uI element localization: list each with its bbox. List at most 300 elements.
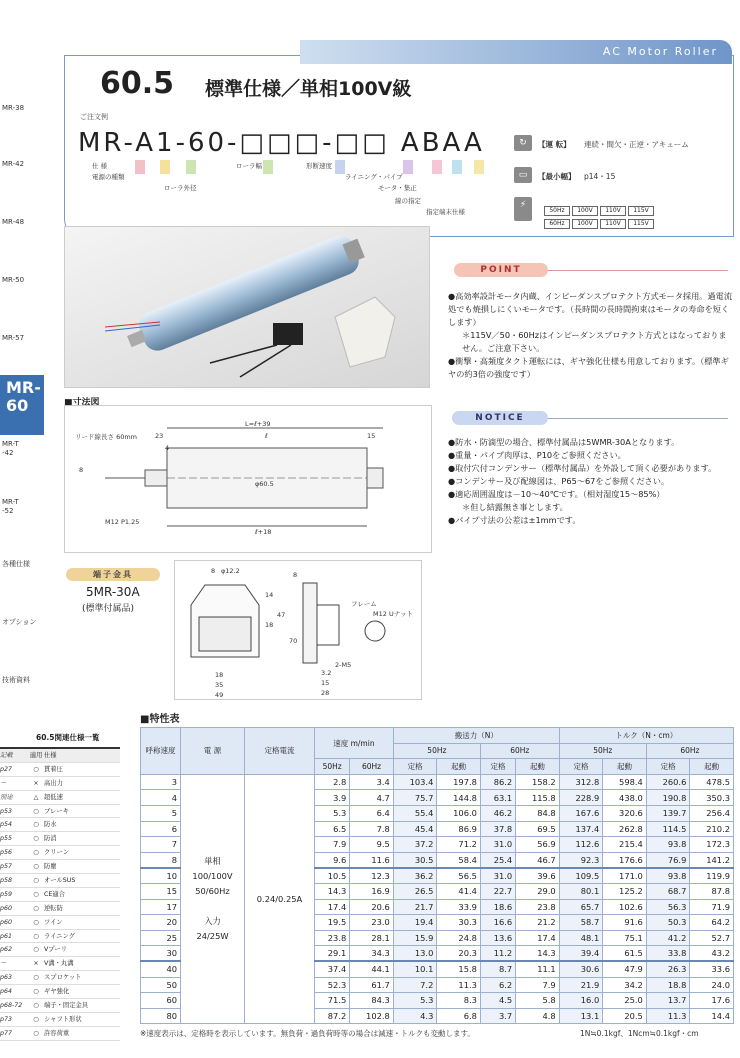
volt-cell: 100V: [572, 206, 598, 216]
tab-mrt52[interactable]: MR-T -52: [2, 498, 19, 515]
value-cell: 41.2: [646, 930, 690, 946]
speed-code-cell: 20: [141, 915, 181, 931]
value-cell: 10.1: [393, 961, 437, 977]
value-cell: 15.9: [393, 930, 437, 946]
value-cell: 93.8: [646, 868, 690, 884]
row-apply: ×: [33, 960, 39, 968]
col-page: 記載: [0, 752, 13, 759]
value-cell: 478.5: [690, 774, 734, 790]
value-cell: 14.3: [516, 946, 560, 962]
power-line: 50/60Hz: [195, 886, 230, 897]
power-line: 入力: [204, 916, 221, 927]
speed-code-cell: 5: [141, 805, 181, 821]
notice-item: ●防水・防滴型の場合、標準付属品は5WMR-30Aとなります。: [448, 437, 680, 447]
value-cell: 11.2: [480, 946, 515, 962]
row-spec: 端子・固定金具: [44, 1002, 89, 1010]
related-spec-row: [0, 971, 120, 985]
value-cell: 119.9: [690, 868, 734, 884]
related-spec-row: [0, 832, 120, 846]
value-cell: 15.8: [437, 961, 481, 977]
row-apply: ○: [33, 821, 39, 829]
value-cell: 43.2: [690, 946, 734, 962]
series-number: 60.5: [100, 66, 175, 101]
value-cell: 102.6: [603, 899, 647, 915]
row-apply: ×: [33, 779, 39, 787]
power-cell: [181, 774, 245, 1024]
value-cell: 30.5: [393, 852, 437, 868]
color-bar: [135, 160, 145, 174]
th-force-50: 50Hz: [393, 743, 480, 759]
speed-code-cell: 6: [141, 821, 181, 837]
term-dim: 28: [321, 689, 330, 697]
value-cell: 56.3: [646, 899, 690, 915]
notice-rule: [548, 418, 728, 419]
th-speed: 速度 m/min: [315, 728, 394, 759]
value-cell: 5.8: [516, 993, 560, 1009]
value-cell: 125.2: [603, 883, 647, 899]
row-spec: ブレーキ: [44, 807, 69, 815]
point-label: POINT: [454, 263, 548, 277]
value-cell: 4.5: [480, 993, 515, 1009]
speed-code-cell: 15: [141, 883, 181, 899]
value-cell: 11.1: [516, 961, 560, 977]
power-line: 24/25W: [196, 931, 229, 942]
value-cell: 25.4: [480, 852, 515, 868]
related-spec-row: [0, 777, 120, 791]
notice-item: ●パイプ寸法の公差は±1mmです。: [448, 515, 581, 525]
terminal-label: 端子金具: [66, 568, 160, 581]
row-spec: スプロケット: [44, 974, 82, 982]
value-cell: 23.8: [315, 930, 350, 946]
power-line: 100/100V: [192, 871, 233, 882]
tab-mr38[interactable]: MR-38: [2, 104, 25, 112]
value-cell: 137.4: [559, 821, 603, 837]
value-cell: 84.3: [350, 993, 394, 1009]
value-cell: 7.9: [516, 977, 560, 993]
notice-label: NOTICE: [452, 411, 548, 425]
row-spec: ギヤ強化: [44, 988, 70, 996]
value-cell: 91.6: [603, 915, 647, 931]
value-cell: 320.6: [603, 805, 647, 821]
value-cell: 28.1: [350, 930, 394, 946]
terminal-name: 5MR-30A: [86, 585, 140, 599]
row-spec: 防消: [44, 835, 57, 843]
value-cell: 102.8: [350, 1008, 394, 1024]
th-start: 起動: [690, 759, 734, 775]
dim-L: L=ℓ+39: [245, 420, 271, 428]
table-footnote: ※速度表示は、定格時を表示しています。無負荷・過負荷時等の場合は減速・トルクも変動します。: [140, 1029, 475, 1038]
value-cell: 80.1: [559, 883, 603, 899]
freq-cell: 50Hz: [544, 206, 570, 216]
value-cell: 61.5: [603, 946, 647, 962]
value-cell: 197.8: [437, 774, 481, 790]
characteristics-body: [141, 774, 734, 1024]
th-start: 起動: [437, 759, 481, 775]
term-d: φ12.2: [221, 567, 240, 575]
color-bar: [403, 160, 413, 174]
value-cell: 2.8: [315, 774, 350, 790]
value-cell: 24.0: [690, 977, 734, 993]
th-torque-50: 50Hz: [559, 743, 646, 759]
related-spec-header: [0, 749, 120, 763]
value-cell: 71.9: [690, 899, 734, 915]
row-apply: △: [33, 793, 39, 801]
value-cell: 93.8: [646, 837, 690, 853]
value-cell: 16.6: [480, 915, 515, 931]
value-cell: 33.8: [646, 946, 690, 962]
terminal-drawing: [174, 560, 422, 700]
value-cell: 256.4: [690, 805, 734, 821]
value-cell: 3.7: [480, 1008, 515, 1024]
value-cell: 76.9: [646, 852, 690, 868]
th-start: 起動: [516, 759, 560, 775]
width-icon: ▭: [514, 167, 532, 183]
dimension-drawing: [64, 405, 432, 553]
row-page: p54: [0, 821, 13, 829]
order-code: MR-A1-60-□□□-□□ ABAA: [78, 128, 485, 158]
row-apply: ○: [33, 932, 39, 940]
th-torque-60: 60Hz: [646, 743, 733, 759]
row-page: p60: [0, 918, 13, 926]
value-cell: 18.6: [480, 899, 515, 915]
row-spec: シャフト形状: [44, 1015, 82, 1023]
row-spec: CE適合: [44, 890, 65, 898]
value-cell: 26.3: [646, 961, 690, 977]
row-apply: ○: [33, 1002, 39, 1010]
value-cell: 64.2: [690, 915, 734, 931]
row-page: p56: [0, 849, 13, 857]
value-cell: 24.8: [437, 930, 481, 946]
row-page: p63: [0, 974, 13, 982]
speed-code-cell: 60: [141, 993, 181, 1009]
value-cell: 5.3: [393, 993, 437, 1009]
voltage-row-60: [544, 210, 656, 229]
row-spec: オールSUS: [44, 877, 76, 885]
term-dim: 15: [321, 679, 330, 687]
value-cell: 210.2: [690, 821, 734, 837]
row-apply: ○: [33, 849, 39, 857]
value-cell: 48.1: [559, 930, 603, 946]
value-cell: 3.9: [315, 790, 350, 806]
notice-item: ●重量・パイプ肉厚は、P10をご参照ください。: [448, 450, 626, 460]
value-cell: 23.0: [350, 915, 394, 931]
value-cell: 34.3: [350, 946, 394, 962]
th-force-60: 60Hz: [480, 743, 559, 759]
row-page: p58: [0, 877, 13, 885]
value-cell: 39.6: [516, 868, 560, 884]
value-cell: 6.2: [480, 977, 515, 993]
row-spec: 高出力: [44, 779, 63, 787]
annot-terminal: 指定端末仕様: [426, 208, 465, 216]
value-cell: 46.2: [480, 805, 515, 821]
value-cell: 37.4: [315, 961, 350, 977]
row-page: p53: [0, 807, 13, 815]
value-cell: 75.1: [603, 930, 647, 946]
dim-23: 23: [155, 432, 164, 440]
point-list: [448, 290, 734, 381]
row-spec: ライニング: [44, 932, 75, 940]
value-cell: 7.8: [350, 821, 394, 837]
power-line: 単相: [204, 856, 221, 867]
volt-cell: 115V: [628, 219, 654, 229]
related-spec-row: [0, 1027, 120, 1041]
min-width-value: p14・15: [584, 172, 616, 181]
value-cell: 58.7: [559, 915, 603, 931]
row-spec: クリーン: [44, 849, 70, 857]
annot-lining: ライニング・パイプ: [345, 173, 403, 181]
value-cell: 215.4: [603, 837, 647, 853]
dim-dia: φ60.5: [255, 480, 274, 488]
table-row: [141, 774, 734, 790]
tab-mr60-active[interactable]: MR- 60: [0, 375, 44, 435]
series-title: 標準仕様／単相100V級: [205, 78, 412, 100]
value-cell: 92.3: [559, 852, 603, 868]
value-cell: 65.7: [559, 899, 603, 915]
dim-lead: リード線長さ 60mm: [75, 433, 138, 441]
row-page: p68-72: [0, 1002, 23, 1010]
color-bar: [452, 160, 462, 174]
value-cell: 52.3: [315, 977, 350, 993]
term-m5: 2-M5: [335, 661, 352, 669]
color-bar: [160, 160, 170, 174]
color-bar: [474, 160, 484, 174]
value-cell: 20.6: [350, 899, 394, 915]
rotation-icon: ↻: [514, 135, 532, 151]
value-cell: 7.2: [393, 977, 437, 993]
tab-mr57[interactable]: MR-57: [2, 334, 25, 342]
th-rated: 定格: [480, 759, 515, 775]
value-cell: 103.4: [393, 774, 437, 790]
related-spec-row: [0, 791, 120, 805]
row-page: p57: [0, 863, 13, 871]
value-cell: 17.4: [516, 930, 560, 946]
row-page: p62: [0, 946, 13, 954]
value-cell: 171.0: [603, 868, 647, 884]
value-cell: 14.3: [315, 883, 350, 899]
value-cell: 115.8: [516, 790, 560, 806]
value-cell: 33.9: [437, 899, 481, 915]
term-frame: フレーム: [351, 600, 377, 608]
term-dim: 49: [215, 691, 224, 699]
notice-item: ●取付穴付コンデンサー（標準付属品）を外設して頂く必要があります。: [448, 463, 717, 473]
value-cell: 37.2: [393, 837, 437, 853]
value-cell: 71.2: [437, 837, 481, 853]
tab-options[interactable]: オプション: [2, 618, 37, 626]
dim-15: 15: [367, 432, 376, 440]
value-cell: 4.3: [393, 1008, 437, 1024]
value-cell: 34.2: [603, 977, 647, 993]
row-spec: 防塵: [44, 863, 57, 871]
row-apply: ○: [33, 988, 39, 996]
tab-mr50[interactable]: MR-50: [2, 276, 25, 284]
value-cell: 19.4: [393, 915, 437, 931]
row-apply: ○: [33, 904, 39, 912]
value-cell: 10.5: [315, 868, 350, 884]
value-cell: 11.6: [350, 852, 394, 868]
tab-specs[interactable]: 各種仕様: [2, 560, 30, 568]
current-cell: 0.24/0.25A: [245, 774, 315, 1024]
dim-l18: ℓ+18: [255, 528, 272, 536]
value-cell: 69.5: [516, 821, 560, 837]
speed-code-cell: 40: [141, 961, 181, 977]
point-item: ●高効率設計モータ内蔵、インピーダンスプロテクト方式モータ採用。過電流処でも焼損しにくいモータです。（長時間の長時間拘束はモータの寿命を短くします）: [448, 291, 733, 327]
value-cell: 30.6: [559, 961, 603, 977]
term-dim: 18: [265, 621, 274, 629]
value-cell: 20.3: [437, 946, 481, 962]
terminal-sub: (標準付属品): [82, 604, 135, 614]
row-apply: ○: [33, 1015, 39, 1023]
speed-code-cell: 3: [141, 774, 181, 790]
value-cell: 45.4: [393, 821, 437, 837]
row-page: p73: [0, 1015, 13, 1023]
value-cell: 7.9: [315, 837, 350, 853]
value-cell: 106.0: [437, 805, 481, 821]
notice-item: ＊但し結露無き事とします。: [462, 502, 568, 512]
value-cell: 75.7: [393, 790, 437, 806]
value-cell: 84.8: [516, 805, 560, 821]
tab-tech[interactable]: 技術資料: [2, 676, 30, 684]
related-spec-row: [0, 999, 120, 1013]
value-cell: 438.0: [603, 790, 647, 806]
related-spec-row: [0, 1013, 120, 1027]
unit-note: 1N≒0.1kgf、1Ncm≒0.1kgf・cm: [580, 1029, 699, 1038]
value-cell: 6.5: [315, 821, 350, 837]
row-spec: 超低速: [44, 793, 63, 801]
nut: [365, 621, 385, 641]
value-cell: 4.8: [516, 1008, 560, 1024]
related-spec-row: [0, 916, 120, 930]
value-cell: 29.1: [315, 946, 350, 962]
value-cell: 68.7: [646, 883, 690, 899]
related-spec-row: [0, 846, 120, 860]
speed-code-cell: 25: [141, 930, 181, 946]
power-line: [181, 899, 244, 914]
value-cell: 158.2: [516, 774, 560, 790]
value-cell: 9.6: [315, 852, 350, 868]
related-spec-row: [0, 888, 120, 902]
col-spec: 仕様: [44, 752, 57, 759]
row-spec: 逆転防: [44, 904, 63, 912]
freq-cell: 60Hz: [544, 219, 570, 229]
notice-item: ●適応周囲温度は－10～40℃です。（相対湿度15～85%）: [448, 489, 665, 499]
product-photo: [64, 226, 430, 388]
value-cell: 109.5: [559, 868, 603, 884]
term-dim: 18: [215, 671, 224, 679]
row-spec: V溝・丸溝: [44, 960, 74, 968]
speed-code-cell: 4: [141, 790, 181, 806]
row-spec: ツイン: [44, 918, 63, 926]
value-cell: 17.6: [690, 993, 734, 1009]
value-cell: 17.4: [315, 899, 350, 915]
value-cell: 47.9: [603, 961, 647, 977]
value-cell: 141.2: [690, 852, 734, 868]
value-cell: 26.5: [393, 883, 437, 899]
value-cell: 6.4: [350, 805, 394, 821]
value-cell: 12.3: [350, 868, 394, 884]
th-speed-50: 50Hz: [315, 759, 350, 775]
th-rated: 定格: [559, 759, 603, 775]
row-apply: ○: [33, 890, 39, 898]
tab-mrt42[interactable]: MR-T -42: [2, 440, 19, 457]
term-dim: 70: [289, 637, 298, 645]
characteristics-table: [140, 727, 734, 1024]
value-cell: 31.0: [480, 837, 515, 853]
annot-spec: 仕 様: [92, 162, 108, 170]
op-label: 【運 転】: [538, 140, 571, 149]
row-page: p60: [0, 904, 13, 912]
row-page: －: [0, 960, 7, 968]
value-cell: 13.6: [480, 930, 515, 946]
value-cell: 39.4: [559, 946, 603, 962]
value-cell: 16.9: [350, 883, 394, 899]
value-cell: 44.1: [350, 961, 394, 977]
terminal-bracket: [335, 297, 395, 367]
min-width-label: 【最小幅】: [538, 172, 576, 181]
term-dim: 35: [215, 681, 224, 689]
related-spec-row: [0, 860, 120, 874]
value-cell: 50.3: [646, 915, 690, 931]
row-page: －: [0, 779, 7, 787]
related-spec-row: [0, 818, 120, 832]
term-dim: 8: [211, 567, 216, 575]
value-cell: 87.8: [690, 883, 734, 899]
dim-l: ℓ: [265, 432, 268, 440]
color-bar: [186, 160, 196, 174]
row-page: p64: [0, 988, 13, 996]
row-page: p27: [0, 765, 13, 773]
value-cell: 55.4: [393, 805, 437, 821]
notice-item: ●コンデンサー及び配線図は、P65～67をご参照ください。: [448, 476, 670, 486]
value-cell: 112.6: [559, 837, 603, 853]
value-cell: 190.8: [646, 790, 690, 806]
col-apply: 適用: [29, 752, 43, 759]
speed-code-cell: 7: [141, 837, 181, 853]
tab-mr48[interactable]: MR-48: [2, 218, 25, 226]
dimension-title: ■寸法図: [64, 398, 100, 408]
value-cell: 312.8: [559, 774, 603, 790]
related-spec-rows: [0, 763, 120, 1041]
th-speed-code: 呼称速度: [141, 728, 181, 775]
value-cell: 29.0: [516, 883, 560, 899]
value-cell: 21.7: [393, 899, 437, 915]
dim-screw: M12 P1.25: [105, 518, 140, 526]
point-rule: [548, 270, 728, 271]
value-cell: 13.0: [393, 946, 437, 962]
annot-roller-dia: ローラ外径: [164, 184, 197, 192]
notice-list: [448, 436, 734, 527]
related-spec-row: [0, 943, 120, 957]
related-spec-row: [0, 985, 120, 999]
value-cell: 14.4: [690, 1008, 734, 1024]
value-cell: 144.8: [437, 790, 481, 806]
category-ribbon: AC Motor Roller: [300, 40, 732, 64]
value-cell: 176.6: [603, 852, 647, 868]
dim-8: 8: [79, 466, 84, 474]
value-cell: 11.3: [646, 1008, 690, 1024]
volt-cell: 100V: [572, 219, 598, 229]
row-page: p61: [0, 932, 13, 940]
speed-code-cell: 10: [141, 868, 181, 884]
value-cell: 86.2: [480, 774, 515, 790]
value-cell: 350.3: [690, 790, 734, 806]
volt-cell: 115V: [628, 206, 654, 216]
value-cell: 20.5: [603, 1008, 647, 1024]
value-cell: 172.3: [690, 837, 734, 853]
value-cell: 8.3: [437, 993, 481, 1009]
related-spec-row: [0, 902, 120, 916]
value-cell: 262.8: [603, 821, 647, 837]
tab-mr42[interactable]: MR-42: [2, 160, 25, 168]
